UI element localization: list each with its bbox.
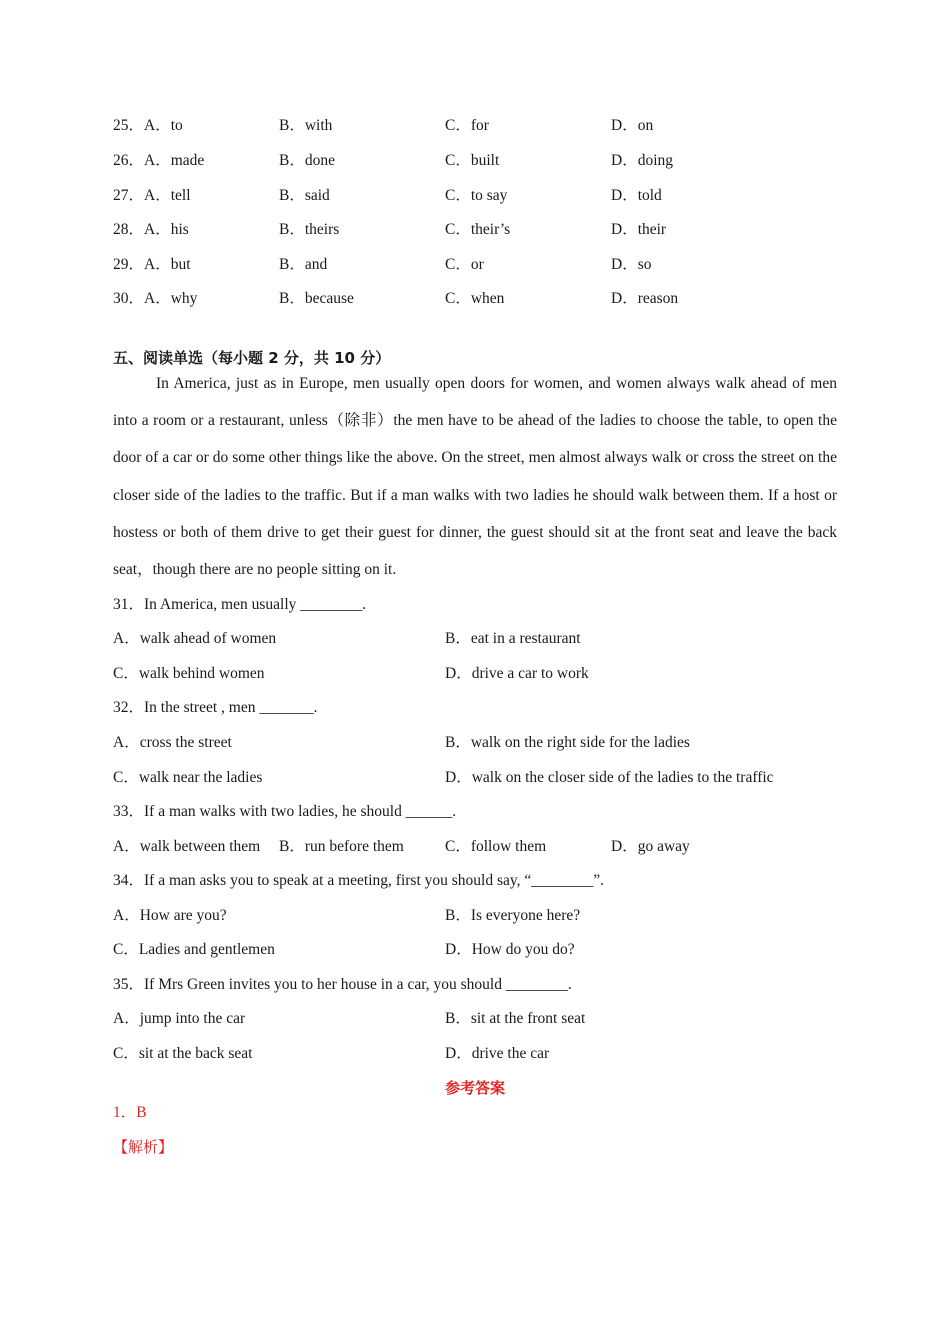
option-row-27-c: C．to say bbox=[445, 187, 508, 204]
option-row-26-a: 26．A．made bbox=[113, 152, 205, 169]
q33-option-a: A．walk between them bbox=[113, 838, 261, 855]
option-row-26-c: C．built bbox=[445, 152, 500, 169]
option-row-28-c: C．their’s bbox=[445, 221, 511, 238]
q34-option-a: A．How are you? bbox=[113, 907, 227, 924]
option-row-30-c: C．when bbox=[445, 290, 505, 307]
q31-option-d: D．drive a car to work bbox=[445, 665, 589, 682]
option-row-30-b: B．because bbox=[279, 290, 354, 307]
option-row-25-b: B．with bbox=[279, 117, 333, 134]
q34-option-b: B．Is everyone here? bbox=[445, 907, 581, 924]
question-32: 32．In the street , men _______. bbox=[113, 699, 318, 716]
question-34: 34．If a man asks you to speak at a meeting, first you should say, “________”. bbox=[113, 872, 605, 889]
option-row-29-d: D．so bbox=[611, 256, 652, 273]
option-row-30-d: D．reason bbox=[611, 290, 679, 307]
option-row-28-b: B．theirs bbox=[279, 221, 340, 238]
option-row-29-c: C．or bbox=[445, 256, 484, 273]
q32-option-a: A．cross the street bbox=[113, 734, 232, 751]
option-row-29-a: 29．A．but bbox=[113, 256, 191, 273]
q32-option-d: D．walk on the closer side of the ladies to the traffic bbox=[445, 769, 774, 786]
option-row-28-d: D．their bbox=[611, 221, 667, 238]
q31-option-a: A．walk ahead of women bbox=[113, 630, 277, 647]
option-row-27-a: 27．A．tell bbox=[113, 187, 191, 204]
q33-option-b: B．run before them bbox=[279, 838, 404, 855]
q34-option-d: D．How do you do? bbox=[445, 941, 575, 958]
option-row-29-b: B．and bbox=[279, 256, 328, 273]
q35-option-b: B．sit at the front seat bbox=[445, 1010, 586, 1027]
q32-option-c: C．walk near the ladies bbox=[113, 769, 263, 786]
question-33: 33．If a man walks with two ladies, he should ______. bbox=[113, 803, 457, 820]
option-row-25-d: D．on bbox=[611, 117, 654, 134]
question-35: 35．If Mrs Green invites you to her house in a car, you should ________. bbox=[113, 976, 572, 993]
answer-analysis-label: 【解析】 bbox=[113, 1138, 174, 1156]
section-heading: 五、阅读单选（每小题 2 分，共 10 分） bbox=[113, 349, 391, 367]
q35-option-d: D．drive the car bbox=[445, 1045, 550, 1062]
q32-option-b: B．walk on the right side for the ladies bbox=[445, 734, 690, 751]
option-row-30-a: 30．A．why bbox=[113, 290, 198, 307]
q35-option-a: A．jump into the car bbox=[113, 1010, 246, 1027]
q31-option-b: B．eat in a restaurant bbox=[445, 630, 581, 647]
reading-passage: In America, just as in Europe, men usually open doors for women, and women always walk ahead of men into a room or a restaurant, unless（除非）the men have to be ahead of the ladies to choose the table, to open the door of a car or do some other things like the above. On the street, men almost always walk or cross the street on the closer side of the ladies to the traffic. But if a man walks with two ladies he should walk between them. If a host or hostess or both of them drive to get their guest for dinner, the guest should sit at the front seat and leave the back seat，though there are no people sitting on it. bbox=[113, 375, 837, 579]
option-row-25-c: C．for bbox=[445, 117, 489, 134]
answer-item-1: 1．B bbox=[113, 1104, 147, 1121]
option-row-27-d: D．told bbox=[611, 187, 662, 204]
option-row-26-d: D．doing bbox=[611, 152, 674, 169]
option-row-26-b: B．done bbox=[279, 152, 335, 169]
q35-option-c: C．sit at the back seat bbox=[113, 1045, 253, 1062]
option-row-28-a: 28．A．his bbox=[113, 221, 189, 238]
q33-option-d: D．go away bbox=[611, 838, 690, 855]
q34-option-c: C．Ladies and gentlemen bbox=[113, 941, 275, 958]
question-31: 31．In America, men usually ________. bbox=[113, 596, 367, 613]
option-row-27-b: B．said bbox=[279, 187, 330, 204]
option-row-25-a: 25．A．to bbox=[113, 117, 183, 134]
q31-option-c: C．walk behind women bbox=[113, 665, 265, 682]
q33-option-c: C．follow them bbox=[445, 838, 547, 855]
answers-title: 参考答案 bbox=[444, 1079, 505, 1097]
